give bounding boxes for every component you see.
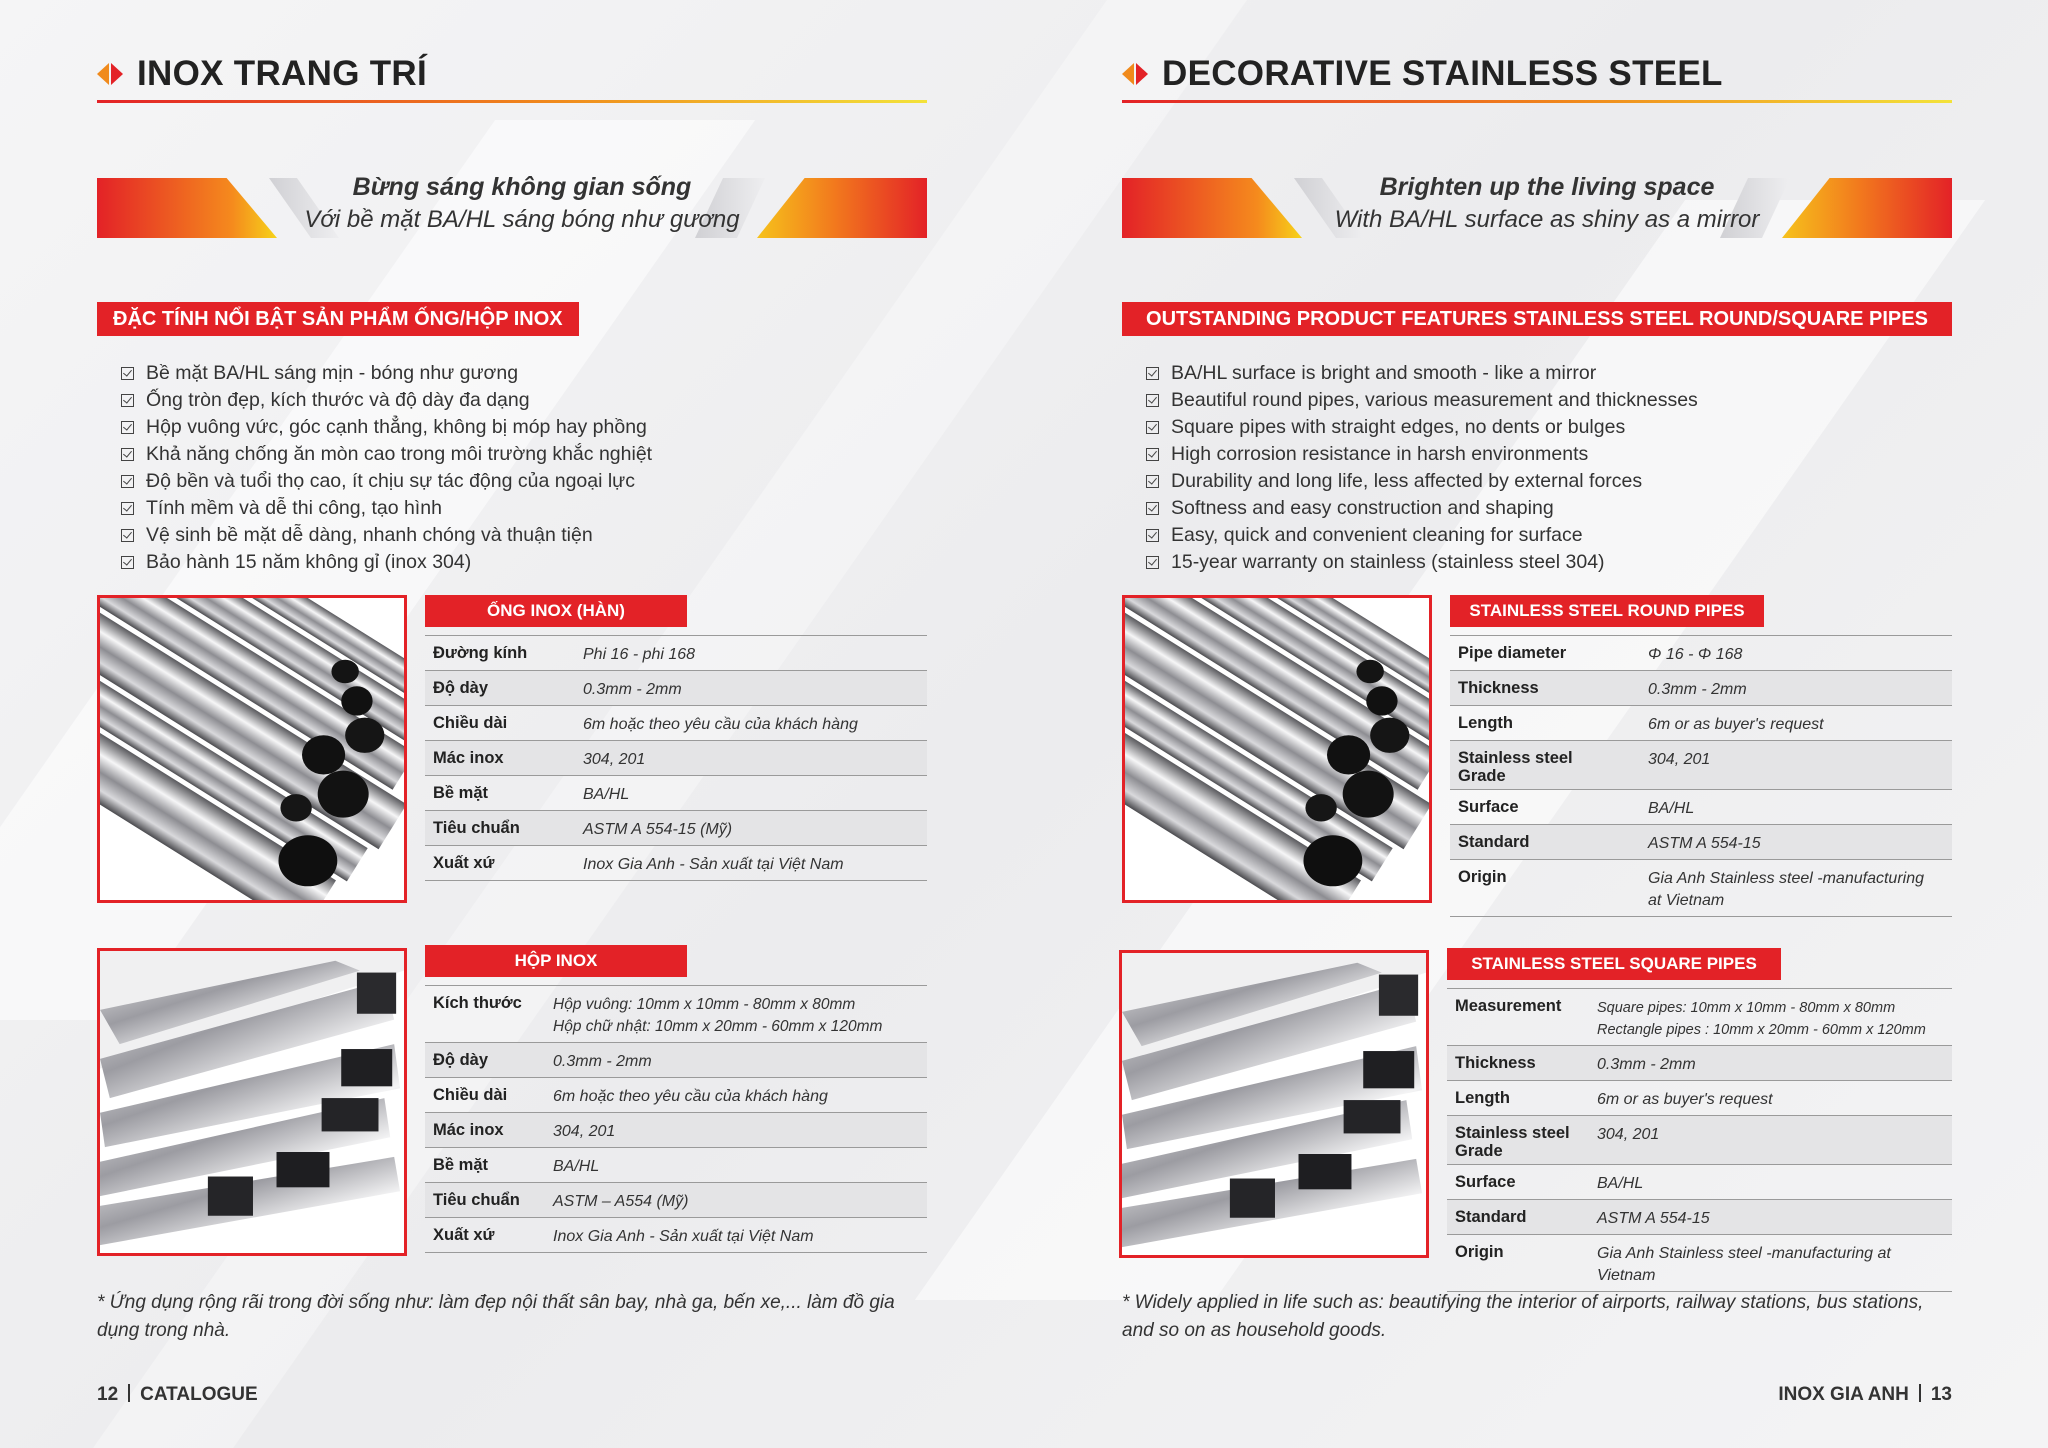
spec-value-line: Φ 16 - Φ 168	[1648, 646, 1743, 663]
spec-value	[583, 784, 629, 806]
spec-label	[1455, 1208, 1597, 1230]
spec-row	[1447, 1165, 1952, 1200]
slogan-line-2: With BA/HL surface as shiny as a mirror	[1334, 206, 1760, 233]
spec-row	[1447, 988, 1952, 1046]
spec-row	[425, 776, 927, 811]
spec-label	[433, 1086, 553, 1108]
feature-text: Ống tròn đẹp, kích thước và độ dày đa dạng	[146, 389, 530, 411]
spec-row	[425, 1043, 927, 1078]
spec-label-line: Độ dày	[433, 679, 489, 697]
checkbox-icon	[121, 529, 134, 542]
spec-value-line: 6m or as buyer's request	[1648, 716, 1824, 733]
spec-row	[1447, 1200, 1952, 1235]
features-heading: OUTSTANDING PRODUCT FEATURES STAINLESS STEEL ROUND/SQUARE PIPES	[1122, 302, 1952, 336]
features-list	[121, 360, 652, 576]
spec-label	[433, 854, 583, 876]
square-pipes-heading: STAINLESS STEEL SQUARE PIPES	[1447, 948, 1781, 980]
spec-label	[1458, 679, 1648, 701]
checkbox-icon	[121, 421, 134, 434]
features-list	[1146, 360, 1698, 576]
spec-label	[1458, 714, 1648, 736]
square-pipes-heading: HỘP INOX	[425, 945, 687, 977]
spec-value	[1597, 1089, 1773, 1111]
spec-label-line: Xuất xứ	[433, 854, 495, 872]
feature-item	[1146, 549, 1698, 576]
spec-row	[425, 1183, 927, 1218]
spec-value-line: 0.3mm - 2mm	[1597, 1056, 1696, 1073]
feature-text: Beautiful round pipes, various measurement and thicknesses	[1171, 389, 1698, 411]
spec-row	[1450, 790, 1952, 825]
feature-item	[121, 387, 652, 414]
title-underline	[97, 100, 927, 103]
feature-text: Durability and long life, less affected by external forces	[1171, 470, 1643, 492]
checkbox-icon	[1146, 448, 1159, 461]
round-pipes-photo	[97, 595, 407, 903]
spec-row	[425, 1218, 927, 1253]
round-pipes-spec-table	[1450, 595, 1952, 917]
spec-label-line: Grade	[1458, 767, 1506, 785]
title-underline	[1122, 100, 1952, 103]
spec-value	[1648, 644, 1742, 666]
spec-label	[433, 1156, 553, 1178]
spec-label-line: Chiều dài	[433, 1086, 508, 1104]
spec-row	[425, 706, 927, 741]
spec-label-line: Thickness	[1458, 679, 1539, 697]
slogan-banner	[1122, 173, 1952, 238]
spec-value-line: Vietnam	[1597, 1267, 1656, 1284]
spec-label-line: Pipe diameter	[1458, 644, 1567, 662]
feature-item	[121, 360, 652, 387]
slogan-banner	[97, 173, 927, 238]
spec-value-line: Inox Gia Anh - Sản xuất tại Việt Nam	[553, 1228, 814, 1245]
spec-row	[1447, 1116, 1952, 1165]
spec-row	[425, 1148, 927, 1183]
spec-rows	[1447, 988, 1952, 1292]
spec-row	[425, 635, 927, 671]
feature-item	[1146, 441, 1698, 468]
spec-value	[1597, 1243, 1891, 1287]
spec-label-line: Mác inox	[433, 1121, 504, 1139]
feature-item	[1146, 387, 1698, 414]
page-title: INOX TRANG TRÍ	[137, 54, 428, 93]
spec-label	[1455, 997, 1597, 1041]
spec-value	[553, 1051, 652, 1073]
spec-row	[425, 1078, 927, 1113]
spec-value-line: 304, 201	[583, 751, 646, 768]
spec-row	[425, 846, 927, 881]
spec-label-line: Measurement	[1455, 997, 1562, 1015]
spec-label	[433, 679, 583, 701]
spec-label-line: Grade	[1455, 1142, 1503, 1160]
spec-row	[1450, 825, 1952, 860]
spec-label	[433, 1226, 553, 1248]
spec-value-line: Phi 16 - phi 168	[583, 646, 696, 663]
round-pipes-illustration	[100, 598, 404, 900]
spec-value	[1597, 997, 1926, 1041]
spec-label-line: Surface	[1458, 798, 1519, 816]
spec-label-line: Length	[1458, 714, 1513, 732]
spec-row	[425, 985, 927, 1043]
spec-value	[583, 679, 682, 701]
round-pipes-illustration	[1125, 598, 1429, 900]
spec-value	[1597, 1054, 1696, 1076]
spec-value-line: Hộp vuông: 10mm x 10mm - 80mm x 80mm	[553, 996, 856, 1013]
slogan-line-1: Brighten up the living space	[1379, 173, 1715, 201]
spec-value-line: BA/HL	[1597, 1175, 1644, 1192]
spec-label	[433, 994, 553, 1038]
spec-value-line: 304, 201	[1648, 751, 1711, 768]
spec-label	[1455, 1173, 1597, 1195]
spec-value-line: Rectangle pipes : 10mm x 20mm - 60mm x 120mm	[1597, 1022, 1926, 1038]
feature-text: BA/HL surface is bright and smooth - like a mirror	[1171, 362, 1597, 384]
spec-rows	[425, 635, 927, 881]
feature-text: Vệ sinh bề mặt dễ dàng, nhanh chóng và thuận tiện	[146, 524, 593, 546]
spec-value-line: BA/HL	[1648, 800, 1695, 817]
spec-label-line: Kích thước	[433, 994, 522, 1012]
spec-value-line: 0.3mm - 2mm	[553, 1053, 652, 1070]
spec-label-line: Tiêu chuẩn	[433, 1191, 520, 1209]
spec-label-line: Thickness	[1455, 1054, 1536, 1072]
spec-label-line: Stainless steel	[1458, 749, 1573, 767]
spec-value-line: ASTM A 554-15	[1648, 835, 1761, 852]
feature-text: Easy, quick and convenient cleaning for surface	[1171, 524, 1583, 546]
spec-value	[1648, 749, 1710, 785]
square-pipes-spec-table	[1447, 948, 1952, 1292]
slogan-line-1: Bừng sáng không gian sống	[352, 173, 692, 201]
spec-label	[433, 749, 583, 771]
spec-label-line: Standard	[1458, 833, 1530, 851]
spec-value	[1648, 833, 1761, 855]
feature-item	[1146, 360, 1698, 387]
spec-row	[425, 1113, 927, 1148]
feature-item	[121, 522, 652, 549]
feature-text: Softness and easy construction and shaping	[1171, 497, 1554, 519]
square-pipes-spec-table	[425, 945, 927, 1253]
spec-label	[433, 1051, 553, 1073]
spec-value	[553, 1226, 814, 1248]
spec-value	[583, 749, 645, 771]
checkbox-icon	[1146, 556, 1159, 569]
spec-value-line: 6m or as buyer's request	[1597, 1091, 1773, 1108]
spec-value	[553, 1086, 828, 1108]
feature-item	[121, 495, 652, 522]
feature-item	[121, 549, 652, 576]
spec-value-line: Gia Anh Stainless steel -manufacturing	[1648, 870, 1924, 887]
spec-row	[1450, 635, 1952, 671]
spec-row	[425, 671, 927, 706]
spec-label	[1458, 798, 1648, 820]
spec-row	[425, 741, 927, 776]
feature-item	[1146, 468, 1698, 495]
spec-label	[433, 1191, 553, 1213]
feature-text: Bề mặt BA/HL sáng mịn - bóng như gương	[146, 362, 519, 384]
spec-label	[1458, 644, 1648, 666]
spec-row	[425, 811, 927, 846]
left-page	[97, 0, 927, 1448]
spec-value	[1597, 1173, 1643, 1195]
spec-label	[433, 714, 583, 736]
spec-value	[583, 854, 844, 876]
checkbox-icon	[121, 502, 134, 515]
spec-label-line: Bề mặt	[433, 784, 489, 802]
spec-value	[1648, 798, 1694, 820]
checkbox-icon	[1146, 475, 1159, 488]
spec-value-line: ASTM A 554-15	[1597, 1210, 1710, 1227]
spec-value	[1648, 868, 1924, 912]
square-pipes-photo	[97, 948, 407, 1256]
square-pipes-illustration	[100, 951, 404, 1253]
footer-divider	[1919, 1384, 1921, 1402]
spec-label-line: Độ dày	[433, 1051, 489, 1069]
spec-label-line: Mác inox	[433, 749, 504, 767]
spec-value-line: 0.3mm - 2mm	[1648, 681, 1747, 698]
spec-label-line: Surface	[1455, 1173, 1516, 1191]
spec-label	[1455, 1243, 1597, 1287]
spec-label	[1455, 1054, 1597, 1076]
spec-label-line: Chiều dài	[433, 714, 508, 732]
checkbox-icon	[121, 394, 134, 407]
spec-value	[1648, 679, 1747, 701]
spec-label-line: Tiêu chuẩn	[433, 819, 520, 837]
spec-value	[553, 1156, 599, 1178]
spec-value-line: 304, 201	[1597, 1126, 1660, 1143]
features-heading: ĐẶC TÍNH NỔI BẬT SẢN PHẨM ỐNG/HỘP INOX	[97, 302, 579, 336]
spec-value-line: 0.3mm - 2mm	[583, 681, 682, 698]
spec-value	[583, 714, 858, 736]
checkbox-icon	[1146, 529, 1159, 542]
spec-value-line: at Vietnam	[1648, 892, 1725, 909]
checkbox-icon	[121, 475, 134, 488]
round-pipes-heading: ỐNG INOX (HÀN)	[425, 595, 687, 627]
application-note: * Widely applied in life such as: beautifying the interior of airports, railway stations, bus stations, and so on as household goods.	[1122, 1292, 1924, 1341]
feature-item	[1146, 495, 1698, 522]
feature-item	[121, 414, 652, 441]
spec-value	[553, 994, 882, 1038]
spec-value-line: ASTM – A554 (Mỹ)	[553, 1193, 689, 1210]
feature-item	[121, 468, 652, 495]
page-number: 13	[1930, 1384, 1952, 1405]
checkbox-icon	[121, 448, 134, 461]
feature-text: Hộp vuông vức, góc cạnh thẳng, không bị móp hay phồng	[146, 416, 647, 438]
spec-label	[433, 819, 583, 841]
spec-rows	[1450, 635, 1952, 917]
spec-row	[1447, 1081, 1952, 1116]
page-number: 12	[97, 1384, 119, 1405]
spec-value	[553, 1121, 615, 1143]
spec-label	[1458, 749, 1648, 785]
feature-item	[1146, 414, 1698, 441]
spec-label-line: Bề mặt	[433, 1156, 489, 1174]
spec-label-line: Xuất xứ	[433, 1226, 495, 1244]
checkbox-icon	[1146, 502, 1159, 515]
spec-label-line: Length	[1455, 1089, 1510, 1107]
feature-text: Khả năng chống ăn mòn cao trong môi trường khắc nghiệt	[146, 443, 653, 465]
spec-value-line: Square pipes: 10mm x 10mm - 80mm x 80mm	[1597, 1000, 1896, 1016]
spec-value-line: 6m hoặc theo yêu cầu của khách hàng	[553, 1088, 828, 1105]
feature-text: High corrosion resistance in harsh environments	[1171, 443, 1589, 465]
checkbox-icon	[121, 367, 134, 380]
feature-item	[1146, 522, 1698, 549]
spec-label	[433, 644, 583, 666]
spec-value	[553, 1191, 688, 1213]
spec-value-line: BA/HL	[583, 786, 630, 803]
feature-text: 15-year warranty on stainless (stainless steel 304)	[1171, 551, 1605, 573]
spec-value-line: ASTM A 554-15 (Mỹ)	[583, 821, 733, 838]
spec-label	[1455, 1089, 1597, 1111]
spec-label-line: Đường kính	[433, 644, 528, 662]
spec-value-line: Inox Gia Anh - Sản xuất tại Việt Nam	[583, 856, 844, 873]
checkbox-icon	[1146, 367, 1159, 380]
spec-value-line: 304, 201	[553, 1123, 616, 1140]
feature-item	[121, 441, 652, 468]
spec-label-line: Origin	[1458, 868, 1507, 886]
round-pipes-photo	[1122, 595, 1432, 903]
spec-row	[1450, 860, 1952, 917]
feature-text: Bảo hành 15 năm không gỉ (inox 304)	[146, 551, 472, 573]
page-heading	[1122, 52, 1723, 96]
checkbox-icon	[1146, 421, 1159, 434]
page-title: DECORATIVE STAINLESS STEEL	[1162, 54, 1723, 93]
page-footer	[97, 1384, 258, 1406]
footer-label: INOX GIA ANH	[1778, 1384, 1909, 1405]
spec-value-line: BA/HL	[553, 1158, 600, 1175]
application-note: * Ứng dụng rộng rãi trong đời sống như: làm đẹp nội thất sân bay, nhà ga, bến xe,... làm đồ gia dụng trong nhà.	[97, 1292, 895, 1341]
spec-rows	[425, 985, 927, 1253]
diamond-marker-icon	[1122, 61, 1148, 87]
right-page	[1122, 0, 1952, 1448]
spec-value	[1648, 714, 1824, 736]
spec-value-line: Hộp chữ nhật: 10mm x 20mm - 60mm x 120mm	[553, 1018, 883, 1035]
diamond-marker-icon	[97, 61, 123, 87]
spec-value-line: Gia Anh Stainless steel -manufacturing at	[1597, 1245, 1891, 1262]
spec-row	[1450, 741, 1952, 790]
slogan-line-2: Với bề mặt BA/HL sáng bóng như gương	[304, 206, 740, 233]
footer-label: CATALOGUE	[140, 1384, 258, 1405]
square-pipes-illustration	[1122, 953, 1426, 1255]
spec-label	[1458, 868, 1648, 912]
spec-row	[1450, 706, 1952, 741]
checkbox-icon	[1146, 394, 1159, 407]
checkbox-icon	[121, 556, 134, 569]
spec-value	[583, 644, 695, 666]
spec-label-line: Stainless steel	[1455, 1124, 1570, 1142]
spec-value	[583, 819, 732, 841]
spec-row	[1450, 671, 1952, 706]
spec-row	[1447, 1235, 1952, 1292]
spec-label	[433, 784, 583, 806]
feature-text: Độ bền và tuổi thọ cao, ít chịu sự tác động của ngoại lực	[146, 470, 635, 492]
spec-label	[433, 1121, 553, 1143]
page-heading	[97, 52, 427, 96]
spec-label	[1458, 833, 1648, 855]
spec-label	[1455, 1124, 1597, 1160]
round-pipes-spec-table	[425, 595, 927, 881]
footer-divider	[128, 1384, 130, 1402]
spec-label-line: Standard	[1455, 1208, 1527, 1226]
spec-label-line: Origin	[1455, 1243, 1504, 1261]
page-footer	[1778, 1384, 1952, 1406]
spec-row	[1447, 1046, 1952, 1081]
square-pipes-photo	[1119, 950, 1429, 1258]
feature-text: Square pipes with straight edges, no dents or bulges	[1171, 416, 1626, 438]
feature-text: Tính mềm và dễ thi công, tạo hình	[146, 497, 442, 519]
spec-value	[1597, 1124, 1659, 1160]
round-pipes-heading: STAINLESS STEEL ROUND PIPES	[1450, 595, 1764, 627]
spec-value-line: 6m hoặc theo yêu cầu của khách hàng	[583, 716, 858, 733]
spec-value	[1597, 1208, 1710, 1230]
